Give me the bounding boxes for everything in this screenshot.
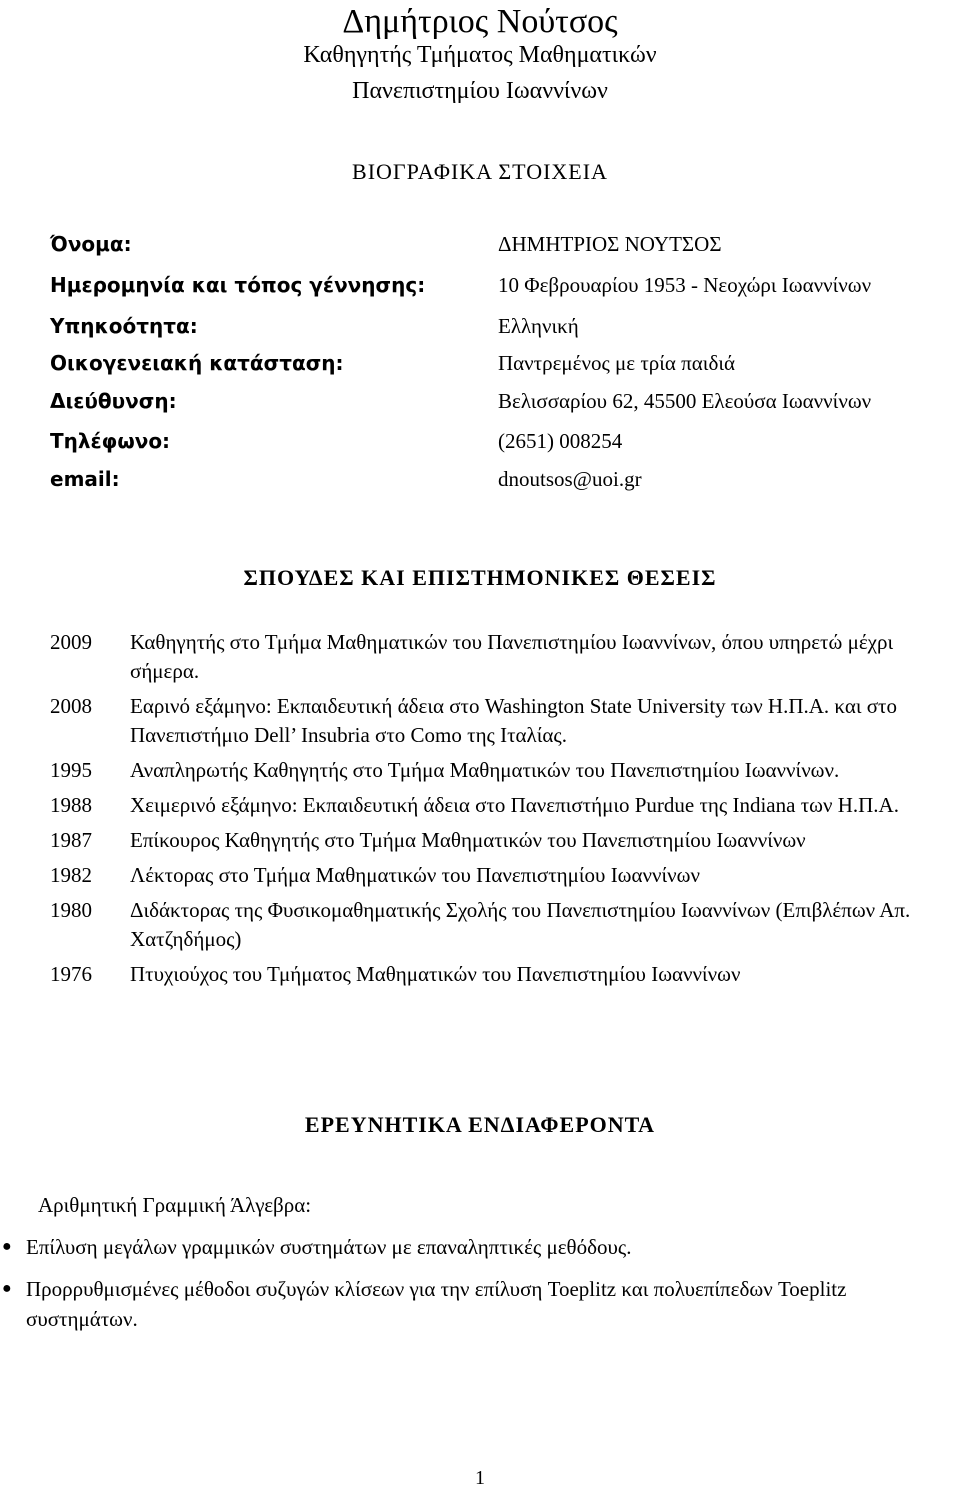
- entry-year: 2008: [50, 694, 92, 718]
- list-item: [50, 861, 960, 890]
- list-item: [50, 826, 960, 855]
- entry-text: Πτυχιούχος του Τμήματος Μαθηματικών του Πανεπιστημίου Ιωαννίνων: [130, 962, 741, 986]
- research-bullets: [0, 1232, 955, 1346]
- bio-value: Βελισσαρίου 62, 45500 Ελεούσα Ιωαννίνων: [498, 389, 872, 413]
- bio-label: Οικογενειακή κατάσταση:: [50, 351, 344, 375]
- bio-heading: ΒΙΟΓΡΑΦΙΚΑ ΣΤΟΙΧΕΙΑ: [352, 159, 608, 184]
- entry-year: 1995: [50, 758, 92, 782]
- person-institution: Πανεπιστημίου Ιωαννίνων: [352, 78, 608, 104]
- entry-year: 1980: [50, 898, 92, 922]
- bio-label: Ημερομηνία και τόπος γέννησης:: [50, 273, 426, 297]
- bio-label: Διεύθυνση:: [50, 389, 177, 413]
- bio-value: (2651) 008254: [498, 429, 623, 453]
- bio-row-email: [50, 462, 940, 496]
- bio-value: 10 Φεβρουαρίου 1953 - Νεοχώρι Ιωαννίνων: [498, 273, 872, 297]
- list-item: [0, 1274, 955, 1334]
- bio-value: dnoutsos@uoi.gr: [498, 467, 642, 491]
- bullet-text: Προρρυθμισμένες μέθοδοι συζυγών κλίσεων για την επίλυση Toeplitz και πολυεπίπεδων Toeplitz συστημάτων.: [26, 1277, 847, 1331]
- person-name: Δημήτριος Νούτσος: [342, 3, 618, 40]
- bio-label: Υπηκοότητα:: [50, 314, 198, 338]
- entry-year: 1987: [50, 828, 92, 852]
- entry-text: Αναπληρωτής Καθηγητής στο Τμήμα Μαθηματικών του Πανεπιστημίου Ιωαννίνων.: [130, 758, 840, 782]
- bio-row-birth: [50, 268, 940, 302]
- bio-label: email:: [50, 467, 120, 491]
- entry-year: 1982: [50, 863, 92, 887]
- bullet-text: Επίλυση μεγάλων γραμμικών συστημάτων με επαναληπτικές μεθόδους.: [26, 1235, 632, 1259]
- bio-row-address: [50, 384, 940, 418]
- list-item: [50, 756, 960, 785]
- bullet-icon: ●: [2, 1280, 12, 1297]
- list-item: [50, 692, 960, 750]
- list-item: [50, 791, 960, 820]
- entry-year: 1976: [50, 962, 92, 986]
- bio-value: ΔΗΜΗΤΡΙΟΣ ΝΟΥΤΣΟΣ: [498, 232, 722, 256]
- entry-text: Επίκουρος Καθηγητής στο Τμήμα Μαθηματικών του Πανεπιστημίου Ιωαννίνων: [130, 828, 806, 852]
- page-number: 1: [475, 1467, 485, 1489]
- bullet-icon: ●: [2, 1238, 12, 1255]
- bio-row-family: [50, 346, 940, 380]
- studies-list: [50, 628, 960, 989]
- entry-year: 1988: [50, 793, 92, 817]
- entry-text: Διδάκτορας της Φυσικομαθηματικής Σχολής του Πανεπιστημίου Ιωαννίνων (Επιβλέπων Απ. Χατζηδήμος): [130, 898, 911, 951]
- list-item: [50, 960, 960, 989]
- entry-text: Λέκτορας στο Τμήμα Μαθηματικών του Πανεπιστημίου Ιωαννίνων: [130, 863, 700, 887]
- list-item: [50, 628, 960, 686]
- bio-value: Ελληνική: [498, 314, 579, 338]
- bio-value: Παντρεμένος με τρία παιδιά: [498, 351, 735, 375]
- research-intro: Αριθμητική Γραμμική Άλγεβρα:: [38, 1193, 312, 1217]
- bio-label: Όνομα:: [50, 232, 132, 256]
- person-title: Καθηγητής Τμήματος Μαθηματικών: [303, 42, 657, 68]
- bio-row-phone: [50, 424, 940, 458]
- entry-text: Καθηγητής στο Τμήμα Μαθηματικών του Πανεπιστημίου Ιωαννίνων, όπου υπηρετώ μέχρι σήμερα.: [130, 630, 894, 683]
- list-item: [0, 1232, 955, 1262]
- research-heading: ΕΡΕΥΝΗΤΙΚΑ ΕΝΔΙΑΦΕΡΟΝΤΑ: [304, 1112, 656, 1137]
- bio-row-nationality: [50, 309, 940, 343]
- list-item: [50, 896, 960, 954]
- bio-label: Τηλέφωνο:: [50, 429, 171, 453]
- entry-text: Εαρινό εξάμηνο: Εκπαιδευτική άδεια στο Washington State University των Η.Π.Α. και στο Πανεπιστήμιο Dell’ Insubria στο Como της Ιταλίας.: [130, 694, 897, 747]
- studies-heading: ΣΠΟΥΔΕΣ ΚΑΙ ΕΠΙΣΤΗΜΟΝΙΚΕΣ ΘΕΣΕΙΣ: [243, 565, 717, 590]
- entry-text: Χειμερινό εξάμηνο: Εκπαιδευτική άδεια στο Πανεπιστήμιο Purdue της Indiana των Η.Π.Α.: [130, 793, 899, 817]
- entry-year: 2009: [50, 630, 92, 654]
- bio-row-name: [50, 227, 940, 261]
